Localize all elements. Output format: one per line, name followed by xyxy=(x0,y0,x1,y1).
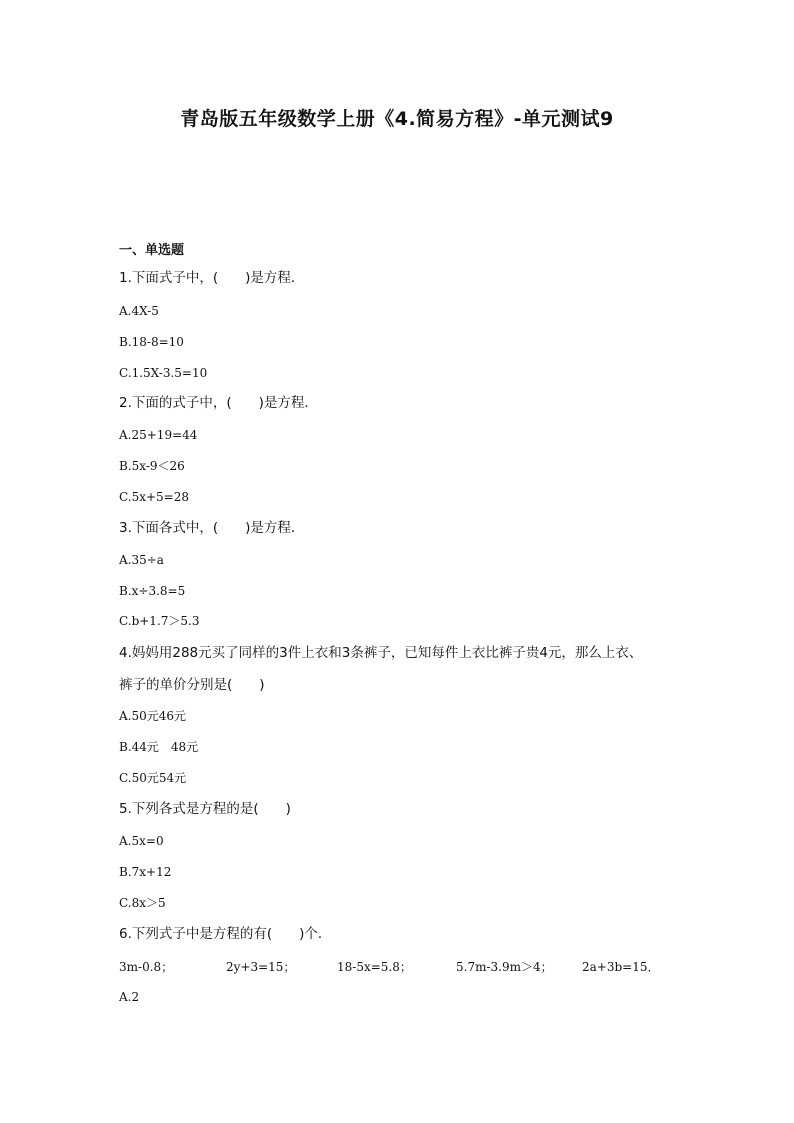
question-5-option-b: B.7x+12 xyxy=(119,865,172,879)
question-1-stem: 1.下面式子中，( )是方程． xyxy=(119,270,305,286)
question-6-expression: 2y+3=15； xyxy=(226,960,296,974)
question-5-stem: 5.下列各式是方程的是( ) xyxy=(119,801,291,817)
question-1-option-b: B.18-8=10 xyxy=(119,335,184,349)
question-1-option-c: C.1.5X-3.5=10 xyxy=(119,366,208,380)
question-4-option-a: A.50元46元 xyxy=(119,709,187,723)
question-3-option-c: C.b+1.7＞5.3 xyxy=(119,614,200,628)
question-3-option-b: B.x÷3.8=5 xyxy=(119,584,186,598)
question-4-option-c: C.50元54元 xyxy=(119,771,187,785)
question-2-option-c: C.5x+5=28 xyxy=(119,490,189,504)
question-2-option-b: B.5x-9＜26 xyxy=(119,459,185,473)
question-1-option-a: A.4X-5 xyxy=(119,304,159,318)
question-3-stem: 3.下面各式中，( )是方程． xyxy=(119,520,305,536)
question-4-stem-line-1: 4.妈妈用288元买了同样的3件上衣和3条裤子，已知每件上衣比裤子贵4元，那么上衣、 xyxy=(119,645,643,661)
question-2-option-a: A.25+19=44 xyxy=(119,428,198,442)
question-6-expression: 18-5x=5.8； xyxy=(337,960,412,974)
question-2-stem: 2.下面的式子中，( )是方程． xyxy=(119,395,318,411)
question-4-option-b: B.44元 48元 xyxy=(119,740,199,754)
question-4-stem-line-2: 裤子的单价分别是( ) xyxy=(119,677,265,693)
question-6-stem: 6.下列式子中是方程的有( )个． xyxy=(119,926,332,942)
question-5-option-c: C.8x＞5 xyxy=(119,896,166,910)
question-6-option-a: A.2 xyxy=(119,990,140,1004)
section-heading: 一、单选题 xyxy=(119,243,185,258)
question-6-expression: 5.7m-3.9m＞4； xyxy=(456,960,553,974)
question-6-expression-list xyxy=(0,958,794,976)
question-5-option-a: A.5x=0 xyxy=(119,834,164,848)
question-6-expression: 2a+3b=15． xyxy=(582,960,660,974)
document-title: 青岛版五年级数学上册《4.简易方程》-单元测试9 xyxy=(180,108,614,130)
question-3-option-a: A.35÷a xyxy=(119,553,164,567)
question-6-expression: 3m-0.8； xyxy=(119,960,174,974)
